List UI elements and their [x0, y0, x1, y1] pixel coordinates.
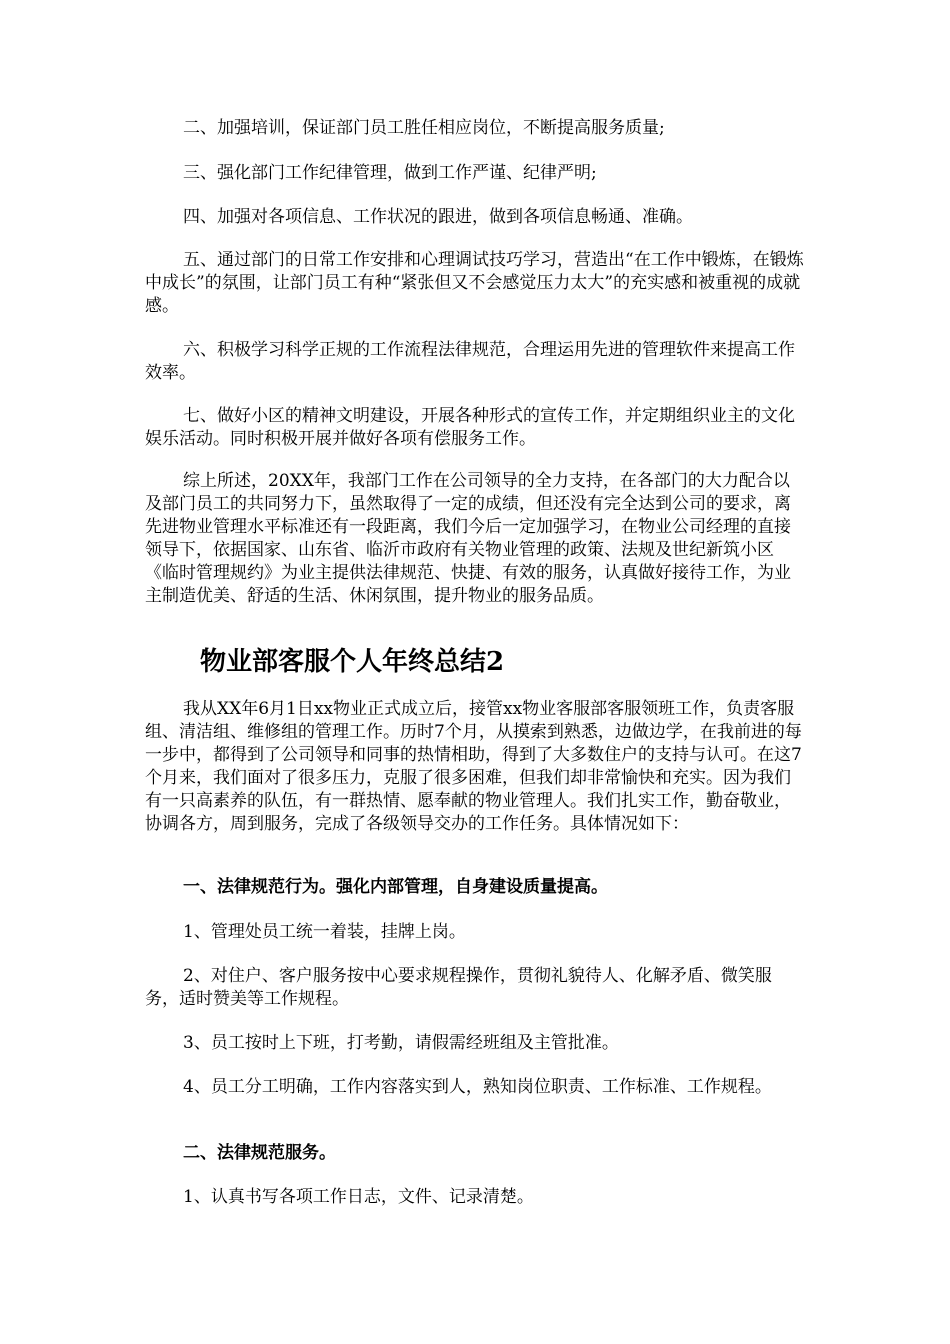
list-item-attendance: 3、员工按时上下班，打考勤，请假需经班组及主管批准。: [183, 1033, 619, 1053]
paragraph-community: 七、做好小区的精神文明建设，开展各种形式的宣传工作，并定期组织业主的文化娱乐活动。同时积极开展并做好各项有偿服务工作。: [145, 406, 795, 449]
paragraph-atmosphere: 五、通过部门的日常工作安排和心理调试技巧学习，营造出“在工作中锻炼，在锻炼中成长”的氛围，让部门员工有种“紧张但又不会感觉压力太大”的充实感和被重视的成就感。: [145, 250, 804, 316]
paragraph-discipline: 三、强化部门工作纪律管理，做到工作严谨、纪律严明;: [183, 163, 597, 183]
list-item-logs: 1、认真书写各项工作日志，文件、记录清楚。: [183, 1187, 534, 1207]
subheading-management: 一、法律规范行为。强化内部管理，自身建设质量提高。: [183, 877, 608, 897]
subheading-service: 二、法律规范服务。: [183, 1143, 336, 1163]
paragraph-information: 四、加强对各项信息、工作状况的跟进，做到各项信息畅通、准确。: [183, 207, 693, 227]
paragraph-summary: 综上所述，20XX年，我部门工作在公司领导的全力支持，在各部门的大力配合以及部门员工的共同努力下，虽然取得了一定的成绩，但还没有完全达到公司的要求，离先进物业管理水平标准还有一段距离，我们今后一定加强学习，在物业公司经理的直接领导下，依据国家、山东省、临沂市政府有关物业管理的政策、法规及世纪新筑小区《临时管理规约》为业主提供法律规范、快捷、有效的服务，认真做好接待工作，为业主制造优美、舒适的生活、休闲氛围，提升物业的服务品质。: [145, 471, 791, 606]
list-item-uniform: 1、管理处员工统一着装，挂牌上岗。: [183, 922, 466, 942]
list-item-service-rules: 2、对住户、客户服务按中心要求规程操作，贯彻礼貌待人、化解矛盾、微笑服务，适时赞美等工作规程。: [145, 966, 772, 1009]
section-heading: 物业部客服个人年终总结2: [200, 647, 505, 677]
paragraph-workflow: 六、积极学习科学正规的工作流程法律规范，合理运用先进的管理软件来提高工作效率。: [145, 340, 795, 383]
paragraph-training: 二、加强培训，保证部门员工胜任相应岗位，不断提高服务质量;: [183, 118, 665, 138]
list-item-division: 4、员工分工明确，工作内容落实到人，熟知岗位职责、工作标准、工作规程。: [183, 1077, 772, 1097]
paragraph-intro: 我从XX年6月1日xx物业正式成立后，接管xx物业客服部客服领班工作，负责客服组、清洁组、维修组的管理工作。历时7个月，从摸索到熟悉，边做边学，在我前进的每一步中，都得到了公司领导和同事的热情相助，得到了大多数住户的支持与认可。在这7个月来，我们面对了很多压力，克服了很多困难，但我们却非常愉快和充实。因为我们有一只高素养的队伍，有一群热情、愿奉献的物业管理人。我们扎实工作，勤奋敬业，协调各方，周到服务，完成了各级领导交办的工作任务。具体情况如下：: [145, 699, 802, 834]
